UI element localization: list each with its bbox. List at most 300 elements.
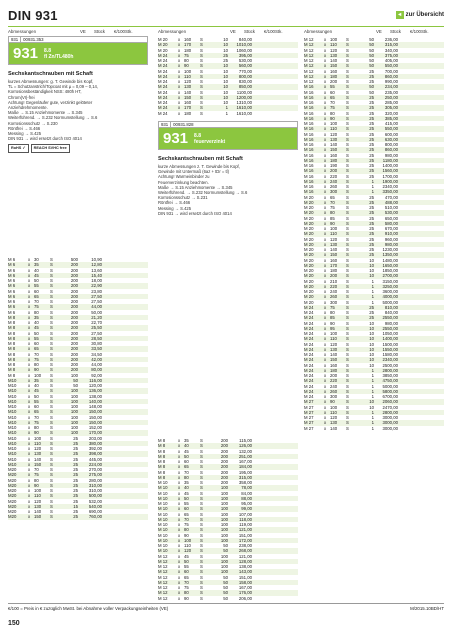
price: 860,00 — [384, 73, 398, 79]
unit: S — [50, 299, 53, 304]
price: 395,00 — [238, 52, 252, 58]
thread-size: M 24 — [158, 58, 168, 63]
thread-size: M 10 — [158, 480, 168, 485]
length: 40 — [34, 320, 39, 325]
length: 70 — [34, 351, 39, 357]
times: x — [28, 440, 31, 446]
unit: S — [50, 283, 53, 289]
table-column-1 — [8, 257, 148, 520]
price: 1230,00 — [382, 247, 398, 252]
unit: S — [200, 100, 203, 105]
length: 70 — [330, 100, 335, 105]
times: x — [178, 511, 181, 517]
length: 90 — [184, 532, 189, 538]
length: 260 — [330, 388, 338, 394]
unit: S — [50, 330, 53, 336]
price: 340,00 — [384, 47, 398, 53]
times: x — [28, 293, 31, 299]
pack-size: 10 — [223, 47, 228, 53]
length: 110 — [330, 42, 337, 48]
description-line: Korrosionsschutz → S.230 — [8, 120, 58, 126]
price: 3250,00 — [382, 283, 398, 289]
times: x — [28, 299, 31, 304]
times: x — [324, 367, 327, 373]
times: x — [324, 394, 327, 399]
thread-size: M 20 — [158, 42, 168, 48]
strength-grade: 8.8 — [194, 132, 201, 139]
price: 1850,00 — [382, 268, 398, 273]
price: 275,00 — [88, 472, 102, 478]
thread-size: M20 — [8, 498, 17, 504]
thread-size: M 10 — [158, 543, 168, 548]
thread-size: M20 — [8, 467, 17, 472]
pack-size: 25 — [73, 467, 78, 472]
times: x — [324, 257, 327, 263]
times: x — [324, 278, 327, 284]
page-number: 150 — [8, 620, 20, 627]
times: x — [28, 498, 31, 504]
pack-size: 200 — [70, 346, 78, 352]
price: 151,00 — [238, 574, 252, 580]
length: 130 — [330, 52, 338, 58]
pack-size: 1 — [371, 278, 374, 284]
times: x — [324, 210, 327, 216]
length: 75 — [34, 419, 39, 425]
article-number: 00931.828 — [170, 122, 195, 127]
price: 80,00 — [91, 367, 102, 373]
times: x — [28, 335, 31, 341]
length: 100 — [330, 37, 338, 42]
thread-size: M 24 — [158, 100, 168, 105]
unit: S — [346, 42, 349, 48]
pack-size: 1 — [371, 178, 374, 184]
length: 160 — [330, 362, 338, 368]
times: x — [324, 262, 327, 268]
thread-size: M 24 — [304, 320, 314, 326]
price: 760,00 — [88, 514, 102, 520]
length: 110 — [184, 73, 191, 79]
length: 150 — [330, 357, 338, 363]
times: x — [324, 425, 327, 431]
price: 1100,00 — [236, 89, 252, 95]
pack-size: 100 — [220, 495, 228, 501]
unit: S — [50, 351, 53, 357]
thread-size: M 12 — [304, 68, 314, 74]
col-dimensions: Abmessungen — [158, 29, 187, 34]
length: 50 — [184, 495, 189, 501]
price: 27,50 — [91, 293, 102, 299]
price: 840,00 — [384, 310, 398, 315]
times: x — [28, 435, 31, 441]
pack-size: 50 — [223, 595, 228, 601]
length: 80 — [184, 590, 189, 596]
thread-size: M 16 — [304, 131, 314, 137]
surface-finish: fl Zn/TL480h — [44, 53, 74, 60]
unit: S — [346, 310, 349, 315]
unit: S — [346, 194, 349, 200]
pack-size: 200 — [220, 448, 228, 454]
thread-size: M 16 — [304, 142, 314, 147]
length: 65 — [184, 574, 189, 580]
pack-size: 10 — [369, 325, 374, 331]
col-price: €/100Stk. — [114, 29, 133, 34]
pack-size: 25 — [369, 157, 374, 163]
description-line: Messing → S.425 — [8, 131, 42, 137]
price: 158,00 — [238, 579, 252, 585]
product-title: Sechskantschrauben mit Schaft — [158, 156, 243, 162]
times: x — [28, 362, 31, 367]
times: x — [324, 84, 327, 90]
length: 220 — [330, 283, 338, 289]
thread-size: M 8 — [8, 372, 16, 378]
length: 75 — [184, 52, 189, 58]
unit: S — [346, 362, 349, 368]
unit: S — [50, 467, 53, 472]
times: x — [324, 373, 327, 378]
thread-size: M 24 — [304, 325, 314, 331]
price: 143,00 — [238, 569, 252, 575]
times: x — [178, 490, 181, 496]
price: 600,00 — [384, 131, 398, 137]
unit: S — [200, 527, 203, 533]
length: 40 — [34, 267, 39, 273]
length: 180 — [330, 367, 338, 373]
times: x — [28, 351, 31, 357]
unit: S — [346, 283, 349, 289]
length: 120 — [330, 131, 338, 137]
thread-size: M 6 — [8, 272, 16, 278]
price: 1610,00 — [236, 110, 252, 116]
pack-size: 1 — [371, 425, 374, 431]
pack-size: 1 — [225, 105, 228, 111]
times: x — [28, 372, 31, 378]
pack-size: 10 — [223, 63, 228, 69]
pack-size: 200 — [70, 367, 78, 373]
price: 1010,00 — [236, 42, 252, 48]
column-header-1 — [8, 29, 148, 34]
times: x — [324, 399, 327, 405]
length: 240 — [330, 383, 338, 389]
thread-size: M 20 — [304, 294, 314, 300]
price: 980,00 — [384, 152, 398, 158]
strength-grade: 8.8 — [44, 47, 51, 54]
length: 300 — [330, 299, 338, 305]
thread-size: M20 — [8, 514, 17, 520]
length: 180 — [330, 73, 338, 79]
unit: S — [50, 393, 53, 399]
thread-size: M 12 — [304, 79, 314, 84]
price: 44,00 — [91, 304, 102, 310]
times: x — [178, 469, 181, 475]
thread-size: M 10 — [158, 506, 168, 512]
pack-size: 100 — [220, 558, 228, 564]
unit: S — [50, 419, 53, 425]
unit: S — [200, 47, 203, 53]
price: 176,00 — [238, 590, 252, 596]
unit: S — [346, 409, 349, 415]
times: x — [178, 52, 181, 58]
unit: S — [346, 215, 349, 221]
unit: S — [50, 425, 53, 430]
length: 80 — [330, 110, 335, 116]
thread-size: M20 — [8, 493, 17, 499]
unit: S — [200, 511, 203, 517]
times: x — [28, 472, 31, 478]
price: 285,00 — [384, 100, 398, 105]
price: 234,00 — [384, 84, 398, 90]
length: 90 — [34, 367, 39, 373]
length: 150 — [330, 63, 338, 69]
unit: S — [200, 506, 203, 512]
length: 110 — [330, 336, 337, 342]
price: 405,00 — [384, 58, 398, 63]
thread-size: M 16 — [304, 163, 314, 168]
unit: S — [346, 157, 349, 163]
unit: S — [50, 440, 53, 446]
times: x — [178, 47, 181, 53]
unit: S — [346, 105, 349, 111]
pack-size: 10 — [369, 273, 374, 279]
thread-size: M 24 — [158, 105, 168, 111]
length: 55 — [330, 84, 335, 90]
length: 170 — [184, 105, 192, 111]
header-rule — [8, 26, 444, 27]
price: 315,00 — [238, 474, 252, 480]
unit: S — [200, 84, 203, 90]
unit: S — [50, 503, 53, 509]
thread-size: M10 — [8, 398, 17, 404]
length: 130 — [184, 84, 192, 90]
price: 690,00 — [88, 509, 102, 514]
unit: S — [346, 47, 349, 53]
thread-size: M 6 — [8, 299, 16, 304]
price: 1400,00 — [382, 336, 398, 342]
price: 2550,00 — [382, 325, 398, 331]
pack-size: 10 — [223, 37, 228, 42]
unit: S — [346, 304, 349, 310]
times: x — [324, 231, 327, 237]
length: 120 — [184, 79, 192, 84]
length: 140 — [330, 425, 338, 431]
thread-size: M20 — [8, 509, 17, 514]
pack-size: 50 — [369, 47, 374, 53]
pack-size: 25 — [369, 73, 374, 79]
length: 75 — [184, 522, 189, 527]
arrow-left-icon: ◂ — [396, 11, 404, 19]
thread-size: M 12 — [304, 47, 314, 53]
times: x — [28, 320, 31, 325]
unit: S — [346, 420, 349, 426]
unit: S — [346, 294, 349, 300]
price: 1900,00 — [382, 178, 398, 184]
unit: S — [200, 579, 203, 585]
times: x — [324, 105, 327, 111]
thread-size: M10 — [8, 419, 17, 425]
unit: S — [346, 252, 349, 258]
pack-size: 50 — [223, 585, 228, 590]
length: 200 — [330, 79, 338, 84]
length: 260 — [330, 184, 338, 189]
length: 70 — [184, 579, 189, 585]
length: 65 — [34, 346, 39, 352]
times: x — [28, 367, 31, 373]
length: 50 — [184, 453, 189, 459]
times: x — [178, 558, 181, 564]
product-number: 931 — [13, 45, 39, 62]
price: 150,00 — [88, 419, 102, 425]
thread-size: M 12 — [158, 558, 168, 564]
length: 70 — [184, 469, 189, 475]
thread-size: M 20 — [158, 47, 168, 53]
thread-size: M 24 — [304, 378, 314, 384]
times: x — [28, 388, 31, 394]
unit: S — [50, 383, 53, 388]
length: 150 — [34, 514, 42, 520]
price: 13,60 — [91, 267, 102, 273]
times: x — [324, 52, 327, 58]
overview-link[interactable] — [396, 11, 444, 19]
unit: S — [346, 68, 349, 74]
price: 30,80 — [91, 341, 102, 346]
price: 138,00 — [238, 564, 252, 569]
thread-size: M 20 — [304, 257, 314, 263]
unit: S — [346, 152, 349, 158]
times: x — [324, 131, 327, 137]
pack-size: 25 — [369, 105, 374, 111]
pack-size: 1 — [371, 189, 374, 195]
times: x — [324, 142, 327, 147]
thread-size: M 24 — [158, 52, 168, 58]
times: x — [28, 493, 31, 499]
price: 170,00 — [88, 430, 102, 436]
thread-size: M10 — [8, 430, 17, 436]
length: 110 — [34, 440, 41, 446]
length: 40 — [184, 443, 189, 449]
pack-size: 10 — [369, 399, 374, 405]
times: x — [324, 126, 327, 132]
times: x — [324, 37, 327, 42]
thread-size: M 16 — [304, 152, 314, 158]
price: 78,00 — [241, 485, 252, 491]
unit: S — [50, 262, 53, 268]
column-header-3 — [304, 29, 444, 34]
times: x — [324, 147, 327, 153]
price: 235,00 — [384, 89, 398, 95]
unit: S — [346, 73, 349, 79]
thread-size: M 24 — [158, 79, 168, 84]
times: x — [178, 543, 181, 548]
length: 65 — [330, 94, 335, 100]
reach-badge: REACH SVHC free — [31, 144, 70, 152]
pack-size: 1 — [225, 110, 228, 116]
price: 770,00 — [238, 68, 252, 74]
length: 50 — [34, 393, 39, 399]
pack-size: 50 — [369, 63, 374, 69]
price: 206,00 — [238, 595, 252, 601]
thread-size: M 16 — [304, 178, 314, 184]
price: 1610,00 — [236, 105, 252, 111]
unit: S — [346, 373, 349, 378]
times: x — [324, 189, 327, 195]
thread-size: M 8 — [158, 453, 166, 459]
length: 100 — [330, 226, 338, 231]
times: x — [324, 205, 327, 210]
unit: S — [50, 435, 53, 441]
thread-size: M20 — [8, 503, 17, 509]
price: 107,00 — [238, 511, 252, 517]
times: x — [324, 63, 327, 69]
times: x — [178, 105, 181, 111]
unit: S — [200, 58, 203, 63]
pack-size: 50 — [369, 42, 374, 48]
length: 70 — [184, 516, 189, 522]
price: 1050,00 — [382, 331, 398, 336]
times: x — [178, 94, 181, 100]
description-line: Feuerverzinkung beachten. — [158, 179, 209, 185]
length: 180 — [184, 110, 192, 116]
price: 670,00 — [384, 226, 398, 231]
price: 310,00 — [88, 488, 102, 493]
pack-size: 50 — [223, 574, 228, 580]
price: 488,00 — [384, 199, 398, 205]
description-line: TL = Schutzanstrich/Topcoat mit µ = 0,09 – 0,14, — [8, 84, 99, 90]
pack-size: 25 — [369, 247, 374, 252]
pack-size: 50 — [223, 548, 228, 554]
unit: S — [50, 293, 53, 299]
length: 75 — [330, 205, 335, 210]
times: x — [28, 314, 31, 320]
thread-size: M10 — [8, 446, 17, 451]
times: x — [178, 522, 181, 527]
length: 190 — [330, 163, 338, 168]
unit: S — [50, 372, 53, 378]
times: x — [28, 414, 31, 420]
times: x — [28, 330, 31, 336]
unit: S — [50, 451, 53, 457]
times: x — [178, 443, 181, 449]
pack-size: 25 — [369, 210, 374, 216]
length: 160 — [330, 257, 338, 263]
length: 80 — [34, 425, 39, 430]
price: 2800,00 — [382, 409, 398, 415]
unit: S — [346, 37, 349, 42]
thread-size: M 10 — [158, 485, 168, 491]
length: 45 — [34, 272, 39, 278]
unit: S — [346, 247, 349, 252]
times: x — [178, 100, 181, 105]
price: 1310,00 — [236, 100, 252, 105]
length: 130 — [330, 420, 338, 426]
unit: S — [50, 288, 53, 294]
price: 2500,00 — [382, 362, 398, 368]
length: 80 — [184, 474, 189, 480]
price: 22,70 — [91, 320, 102, 325]
times: x — [28, 456, 31, 462]
price: 2800,00 — [382, 367, 398, 373]
pack-size: 50 — [223, 543, 228, 548]
description-line: DIN 931 → wird ersetzt durch ISO 4014 — [158, 210, 232, 216]
unit: S — [50, 514, 53, 520]
pack-size: 100 — [70, 430, 78, 436]
times: x — [324, 404, 327, 410]
pack-size: 10 — [369, 320, 374, 326]
length: 100 — [330, 331, 338, 336]
product-badge — [8, 36, 148, 65]
price: 540,00 — [88, 503, 102, 509]
page-title: DIN 931 — [8, 7, 58, 23]
thread-size: M 6 — [8, 278, 16, 283]
unit: S — [346, 94, 349, 100]
